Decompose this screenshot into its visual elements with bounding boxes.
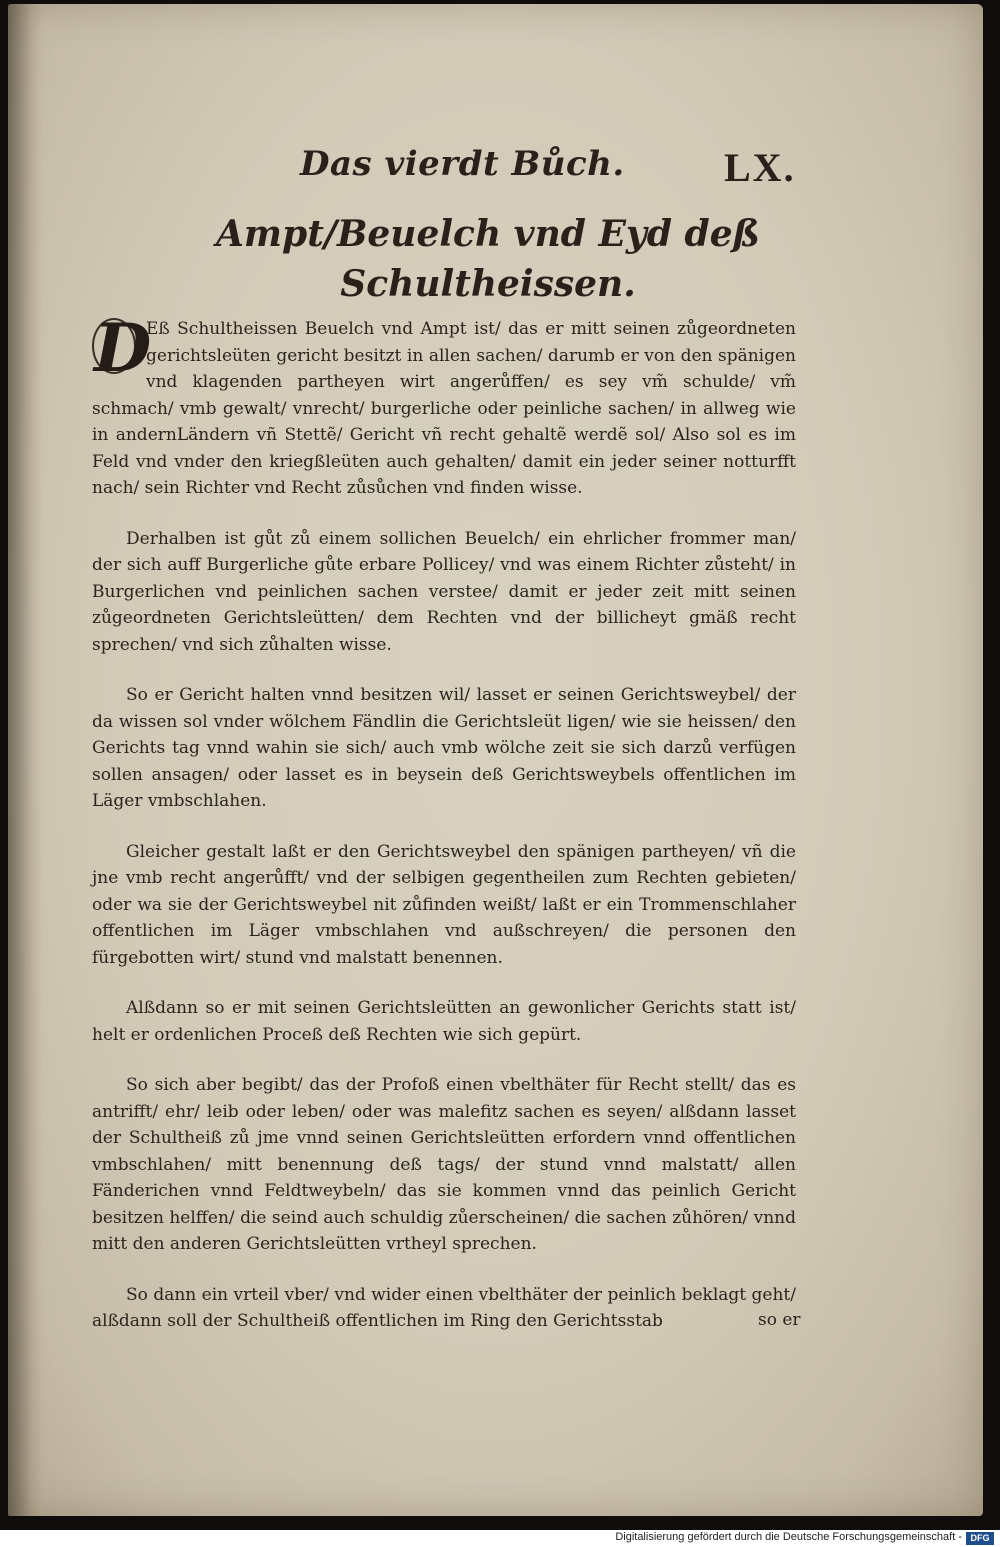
running-title: Das vierdt Bůch. bbox=[300, 144, 625, 184]
footer-bar bbox=[0, 1530, 1000, 1547]
chapter-heading-line-1: Ampt/Beuelch vnd Eyd deß bbox=[216, 213, 760, 255]
paragraph-4: Gleicher gestalt laßt er den Gerichtsweybel den spänigen partheyen/ vñ die jne vmb recht angerůfft/ vnd der selbigen gegentheilen zum Rechten gebieten/ oder wa sie der Gerichtsweybel nit zůfinden weißt/ laßt er ein Trommenschlaher offentlichen im Läger vmbschlahen vnd außschreyen/ die personen den fürgebotten wirt/ stund vnd malstatt benennen. bbox=[92, 841, 796, 968]
paragraph-1-text: Eß Schultheissen Beuelch vnd Ampt ist/ das er mitt seinen zůgeordneten gerichtsleüten gericht besitzt in allen sachen/ darumb er von den spänigen vnd klagenden partheyen wirt angerůffen/ es sey vm̃ schulde/ vm̃ schmach/ vmb gewalt/ vnrecht/ burgerliche oder peinliche sachen/ in allweg wie in andernLändern vñ Stettẽ/ Gericht vñ recht gehaltẽ werdẽ sol/ Also sol es im Feld vnd vnder den kriegßleüten auch gehalten/ damit ein jeder seiner notturfft nach/ sein Richter vnd Recht zůsůchen vnd finden wisse. bbox=[92, 319, 796, 498]
drop-cap: D bbox=[94, 309, 152, 387]
folio-number: LX. bbox=[724, 145, 796, 190]
body-text bbox=[92, 309, 796, 1359]
paragraph-1 bbox=[92, 309, 796, 502]
paragraph-7: So dann ein vrteil vber/ vnd wider einen vbelthäter der peinlich beklagt geht/ alßdann soll der Schultheiß offentlichen im Ring den Gerichtsstab bbox=[92, 1284, 796, 1331]
paragraph-2: Derhalben ist gůt zů einem sollichen Beuelch/ ein ehrlicher frommer man/ der sich auff Burgerliche gůte erbare Pollicey/ vnd was einem Richter zůsteht/ in Burgerlichen vnd peinlichen sachen verstee/ damit er jeder zeit mitt seinen zůgeordneten Gerichtsleütten/ dem Rechten vnd der billicheyt gmäß recht sprechen/ vnd sich zůhalten wisse. bbox=[92, 528, 796, 655]
chapter-heading bbox=[158, 209, 818, 309]
spine-shadow bbox=[8, 4, 42, 1516]
book-page bbox=[8, 4, 983, 1516]
catchword: so er bbox=[758, 1310, 801, 1330]
paragraph-5: Alßdann so er mit seinen Gerichtsleütten an gewonlicher Gerichts statt ist/ helt er ordenlichen Proceß deß Rechten wie sich gepürt. bbox=[92, 998, 796, 1045]
chapter-heading-line-2: Schultheissen. bbox=[340, 263, 636, 305]
paragraph-6: So sich aber begibt/ das der Profoß einen vbelthäter für Recht stellt/ das es antrifft/ ehr/ leib oder leben/ oder was malefitz sachen es seyen/ alßdann lasset der Schultheiß zů jme vnnd seinen Gerichtsleütten erfordern vnnd offentlichen vmbschlahen/ mitt benennung deß tags/ der stund vnnd malstatt/ allen Fänderichen vnnd Feldtweybeln/ das sie kommen vnnd das peinlich Gericht besitzen helffen/ die seind auch schuldig zůerscheinen/ die sachen zůhören/ vnnd mitt den anderen Gerichtsleütten vrtheyl sprechen. bbox=[92, 1075, 796, 1254]
paragraph-3: So er Gericht halten vnnd besitzen wil/ lasset er seinen Gerichtsweybel/ der da wissen sol vnder wölchem Fändlin die Gerichtsleüt ligen/ wie sie heissen/ den Gerichts tag vnnd wahin sie sich/ auch vmb wölche zeit sie sich darzů verfügen sollen ansagen/ oder lasset es in beysein deß Gerichtsweybels offentlichen im Läger vmbschlahen. bbox=[92, 685, 796, 811]
funding-credit: Digitalisierung gefördert durch die Deutsche Forschungsgemeinschaft - bbox=[615, 1531, 962, 1543]
page-header bbox=[8, 144, 983, 194]
dfg-logo: DFG bbox=[966, 1532, 994, 1545]
